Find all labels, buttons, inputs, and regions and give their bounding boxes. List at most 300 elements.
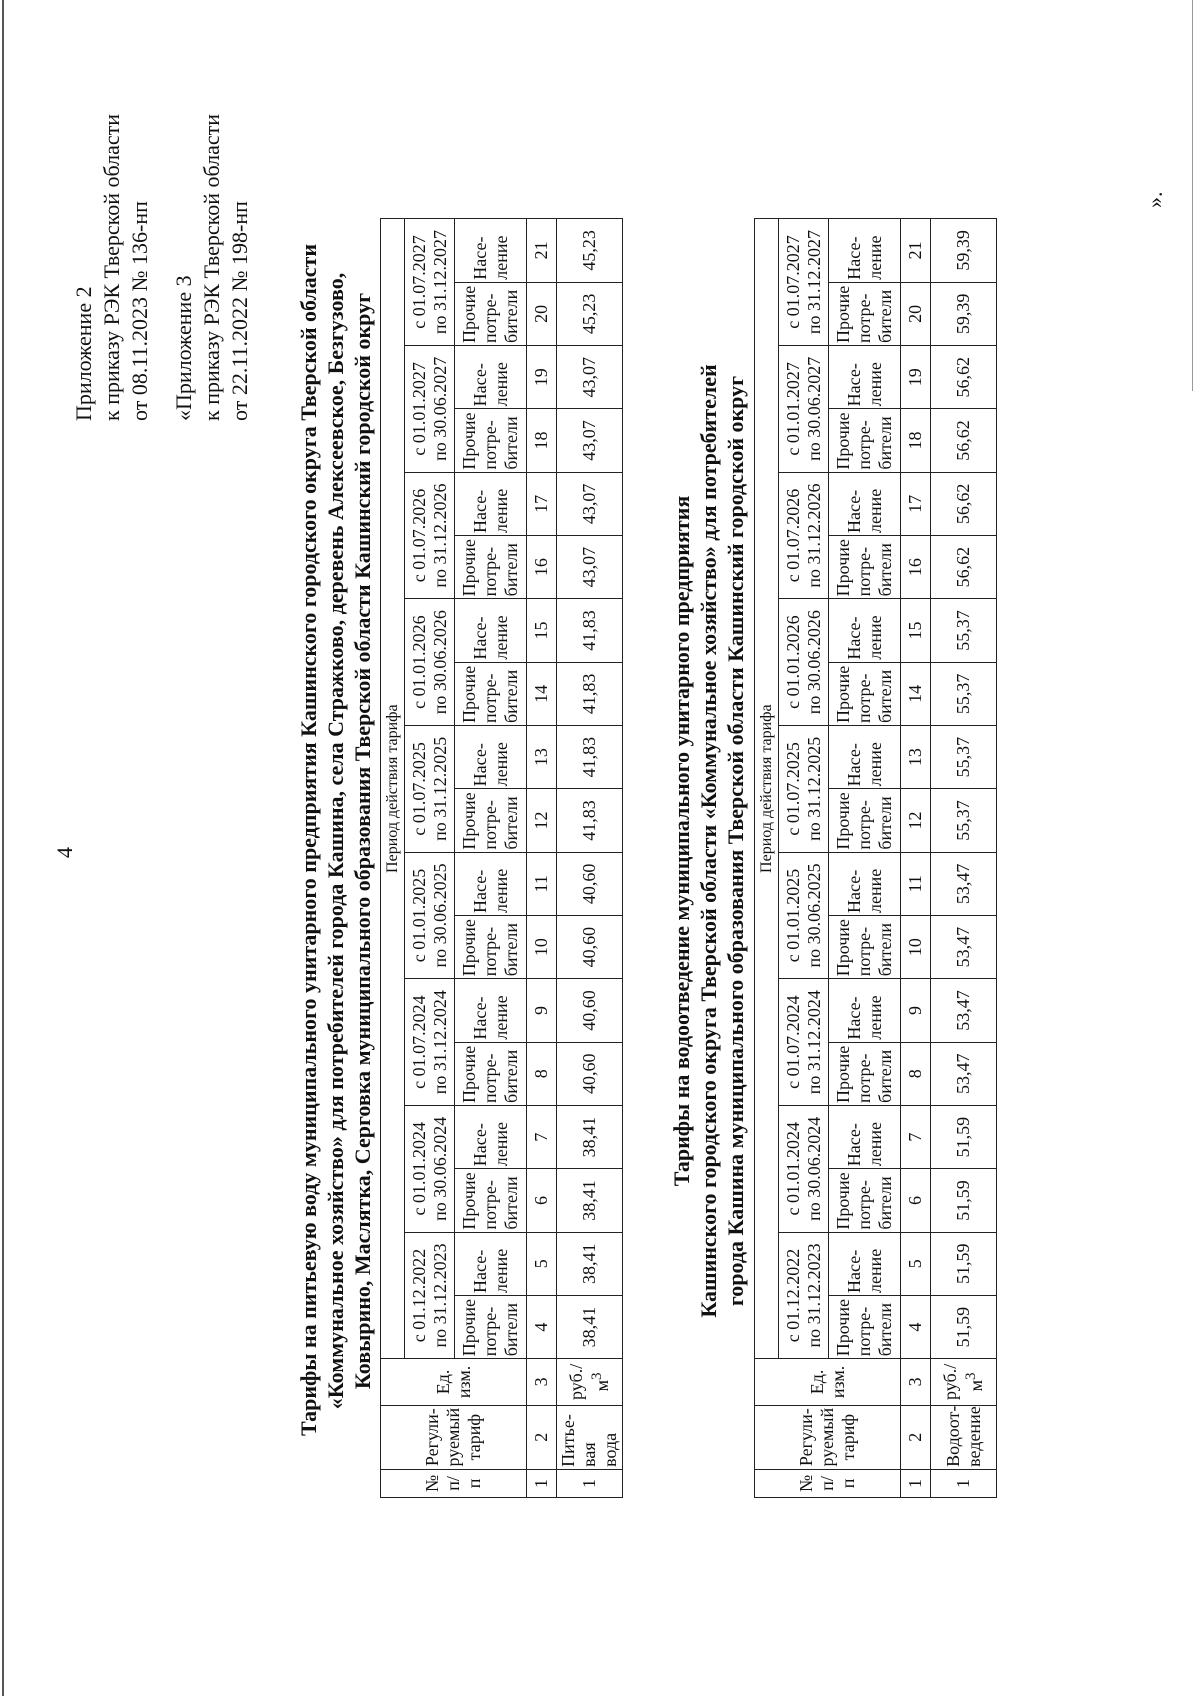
header-unit-line-1: Ед. (432, 1369, 453, 1395)
consumer-other-header (829, 662, 901, 725)
period-1-line-1: с 01.12.2022 (408, 1248, 429, 1343)
consumer-other-line-3: бители (875, 1049, 895, 1103)
consumer-other-header (455, 1295, 527, 1358)
header-num-line-2: п/ (443, 1476, 463, 1491)
consumer-other-header (829, 1042, 901, 1105)
water-tariff-value: 38,41 (557, 1295, 623, 1358)
consumer-population-line-2: ление (864, 362, 885, 407)
header-row-consumers (829, 219, 901, 1498)
consumer-population-line-1: Насе- (843, 869, 864, 913)
consumer-population-header (455, 599, 527, 662)
water-tariff-value: 41,83 (557, 662, 623, 725)
period-7 (405, 472, 455, 599)
consumer-population-header (829, 725, 901, 788)
consumer-population-header (455, 472, 527, 535)
consumer-other-line-2: потре- (480, 800, 500, 850)
period-1-line-1: с 01.12.2022 (782, 1248, 803, 1343)
period-7-line-2: по 31.12.2026 (803, 483, 824, 588)
consumer-other-line-3: бители (875, 796, 895, 850)
consumer-other-line-1: Прочие (833, 1299, 853, 1357)
header-period: Период действия тарифа (755, 219, 779, 1359)
consumer-other-line-3: бители (875, 1176, 895, 1230)
consumer-other-line-1: Прочие (459, 919, 479, 977)
header-tariff-line-1: Регули- (796, 1408, 816, 1467)
water-title-line2: «Коммунальное хозяйство» для потребителей города Кашина, села Стражково, деревень Алексеевское, Безгузово, (323, 272, 348, 1410)
consumer-population-line-2: ление (490, 615, 511, 660)
sewage-tariff-name-line-2: ведение (963, 1406, 984, 1467)
water-tariff-value: 43,07 (557, 346, 623, 409)
water-tariff-value: 45,23 (557, 219, 623, 283)
period-4-line-2: по 30.06.2025 (803, 863, 824, 968)
column-number: 9 (901, 979, 931, 1042)
consumer-population-line-1: Насе- (469, 869, 490, 913)
sewage-tariff-name-line-1: Водоот- (942, 1405, 963, 1467)
column-number: 14 (901, 662, 931, 725)
period-5-line-2: по 31.12.2025 (429, 736, 450, 841)
column-number: 19 (901, 346, 931, 409)
column-number: 20 (527, 282, 557, 345)
water-unit (557, 1359, 623, 1405)
column-number: 1 (527, 1469, 557, 1497)
consumer-population-line-2: ление (490, 362, 511, 407)
water-tariff-value: 40,60 (557, 979, 623, 1042)
header-tariff-line-3: тариф (464, 1414, 484, 1461)
consumer-population-line-2: ление (490, 742, 511, 787)
consumer-population-header (829, 599, 901, 662)
appendix-previous-line1: «Приложение 3 (171, 275, 196, 421)
consumer-population-header (455, 346, 527, 409)
consumer-other-line-2: потре- (854, 420, 874, 470)
consumer-population-line-1: Насе- (843, 743, 864, 787)
column-number: 2 (901, 1405, 931, 1469)
water-tariff-value: 40,60 (557, 852, 623, 915)
period-9 (405, 219, 455, 346)
header-tariff (381, 1405, 527, 1469)
consumer-other-line-2: потре- (480, 673, 500, 723)
water-tariff-value: 41,83 (557, 599, 623, 662)
consumer-other-line-1: Прочие (833, 1172, 853, 1230)
period-4-line-1: с 01.01.2025 (782, 868, 803, 963)
water-tariff-value: 38,41 (557, 1232, 623, 1295)
consumer-population-line-1: Насе- (469, 996, 490, 1040)
period-9 (779, 219, 829, 346)
consumer-population-line-1: Насе- (843, 363, 864, 407)
header-row-period (381, 219, 405, 1498)
column-number: 14 (527, 662, 557, 725)
water-tariff-value: 40,60 (557, 1042, 623, 1105)
consumer-other-line-1: Прочие (459, 792, 479, 850)
consumer-population-header (829, 852, 901, 915)
sewage-unit-superscript: 3 (963, 1372, 979, 1380)
sewage-data-row (931, 219, 997, 1498)
water-tariff-name-line-2: вая вода (579, 1432, 620, 1467)
period-8 (779, 346, 829, 473)
water-tariff-value: 38,41 (557, 1169, 623, 1232)
consumer-other-header (455, 1042, 527, 1105)
sewage-tariff-value: 51,59 (931, 1232, 997, 1295)
consumer-other-header (455, 1169, 527, 1232)
consumer-other-line-2: потре- (854, 546, 874, 597)
column-number: 17 (901, 472, 931, 535)
consumer-other-line-3: бители (501, 543, 521, 597)
period-9-line-1: с 01.07.2027 (408, 235, 429, 329)
period-3-line-1: с 01.07.2024 (408, 995, 429, 1089)
header-unit (381, 1359, 527, 1405)
period-6-line-2: по 30.06.2026 (429, 610, 450, 715)
consumer-other-line-1: Прочие (459, 1045, 479, 1103)
header-period: Период действия тарифа (381, 219, 405, 1359)
sewage-tariff-value: 53,47 (931, 852, 997, 915)
period-8-line-1: с 01.01.2027 (408, 362, 429, 456)
consumer-other-line-1: Прочие (459, 1172, 479, 1230)
period-5-line-1: с 01.07.2025 (408, 742, 429, 836)
period-4-line-2: по 30.06.2025 (429, 863, 450, 968)
column-number: 11 (901, 852, 931, 915)
header-tariff-line-3: тариф (838, 1414, 858, 1461)
consumer-other-header (829, 282, 901, 345)
consumer-other-line-2: потре- (480, 293, 500, 344)
sewage-tariff-value: 53,47 (931, 915, 997, 978)
scan-edge-line (2, 0, 4, 1696)
consumer-population-header (829, 1232, 901, 1295)
consumer-other-line-2: потре- (854, 1180, 874, 1230)
header-tariff-line-2: руемый (817, 1407, 837, 1467)
sewage-tariff-value: 56,62 (931, 536, 997, 599)
consumer-other-header (829, 915, 901, 978)
consumer-other-line-3: бители (501, 289, 521, 344)
consumer-other-line-3: бители (501, 416, 521, 470)
sewage-title-line1: Тарифы на водоотведение муниципального унитарного предприятия (669, 495, 694, 1187)
consumer-other-line-2: потре- (854, 1306, 874, 1357)
sewage-tariff-value: 55,37 (931, 599, 997, 662)
column-number: 10 (527, 915, 557, 978)
period-4 (779, 852, 829, 979)
header-num-line-3: п (838, 1478, 858, 1489)
column-number: 21 (527, 219, 557, 283)
consumer-population-line-2: ление (864, 615, 885, 660)
period-1 (405, 1232, 455, 1359)
sewage-tariff-value: 51,59 (931, 1105, 997, 1168)
period-3-line-1: с 01.07.2024 (782, 995, 803, 1089)
consumer-other-line-2: потре- (854, 1053, 874, 1103)
header-num (381, 1469, 527, 1497)
consumer-population-header (455, 852, 527, 915)
column-number: 6 (901, 1169, 931, 1232)
header-num-line-3: п (464, 1478, 484, 1489)
column-number: 16 (527, 536, 557, 599)
period-5 (405, 725, 455, 852)
consumer-other-line-3: бители (875, 289, 895, 344)
column-number: 7 (901, 1105, 931, 1168)
water-tariff-value: 38,41 (557, 1105, 623, 1168)
period-6-line-1: с 01.01.2026 (408, 615, 429, 709)
water-title-line3: Ковырино, Маслятка, Серговка муниципального образования Тверской области Кашинский городской округ (350, 292, 375, 1390)
consumer-population-line-1: Насе- (469, 1123, 490, 1167)
sewage-tariff-name (931, 1405, 997, 1469)
sewage-tariff-value: 53,47 (931, 1042, 997, 1105)
consumer-other-line-3: бители (875, 543, 895, 597)
sewage-tariff-value: 56,62 (931, 472, 997, 535)
consumer-other-line-1: Прочие (459, 412, 479, 470)
consumer-other-line-1: Прочие (459, 539, 479, 597)
period-8-line-2: по 30.06.2027 (429, 356, 450, 461)
page-number: 4 (52, 847, 77, 858)
header-unit-line-2: изм. (827, 1365, 848, 1399)
sewage-tariff-value: 55,37 (931, 725, 997, 788)
scan-artifact-line (1192, 0, 1193, 391)
consumer-other-header (455, 662, 527, 725)
consumer-other-header (829, 789, 901, 852)
consumer-other-line-1: Прочие (833, 1045, 853, 1103)
consumer-other-line-3: бители (501, 669, 521, 723)
sewage-unit (931, 1359, 997, 1405)
column-number: 18 (527, 409, 557, 472)
consumer-other-line-3: бители (501, 796, 521, 850)
period-4-line-1: с 01.01.2025 (408, 868, 429, 963)
sewage-tariff-value: 51,59 (931, 1169, 997, 1232)
water-unit-superscript: 3 (589, 1372, 605, 1380)
appendix-current (70, 114, 154, 421)
consumer-population-line-1: Насе- (843, 236, 864, 280)
column-number: 19 (527, 346, 557, 409)
header-unit-line-2: изм. (453, 1365, 474, 1399)
consumer-population-line-1: Насе- (843, 489, 864, 533)
consumer-other-line-3: бители (875, 1303, 895, 1357)
water-tariff-table (380, 218, 623, 1498)
column-number: 5 (527, 1232, 557, 1295)
column-number-row (527, 219, 557, 1498)
period-3 (405, 979, 455, 1106)
consumer-other-line-3: бители (501, 1303, 521, 1357)
water-unit-base: м (592, 1379, 612, 1392)
consumer-other-line-3: бители (501, 923, 521, 977)
column-number: 17 (527, 472, 557, 535)
header-row-dates (405, 219, 455, 1498)
consumer-other-header (455, 536, 527, 599)
header-tariff-line-1: Регули- (422, 1408, 442, 1467)
consumer-other-line-1: Прочие (459, 665, 479, 723)
header-unit-line-1: Ед. (806, 1369, 827, 1395)
header-num-line-1: № (422, 1474, 442, 1493)
column-number: 18 (901, 409, 931, 472)
consumer-population-line-2: ление (864, 235, 885, 280)
water-tariff-name (557, 1405, 623, 1469)
appendix-previous-line2: к приказу РЭК Тверской области (199, 113, 224, 421)
consumer-other-header (829, 536, 901, 599)
consumer-population-line-1: Насе- (843, 1249, 864, 1293)
consumer-other-line-2: потре- (480, 926, 500, 977)
consumer-population-header (829, 346, 901, 409)
period-5 (779, 725, 829, 852)
water-tariff-value: 40,60 (557, 915, 623, 978)
period-1-line-2: по 31.12.2023 (429, 1243, 450, 1348)
column-number-row (901, 219, 931, 1498)
consumer-other-header (455, 789, 527, 852)
consumer-population-line-2: ление (864, 868, 885, 913)
consumer-population-line-1: Насе- (469, 236, 490, 280)
period-4 (405, 852, 455, 979)
consumer-other-line-1: Прочие (833, 412, 853, 470)
water-tariff-value: 43,07 (557, 536, 623, 599)
period-2-line-1: с 01.01.2024 (782, 1122, 803, 1216)
column-number: 10 (901, 915, 931, 978)
column-number: 4 (901, 1295, 931, 1358)
water-tariff-value: 41,83 (557, 789, 623, 852)
water-unit-line-1: руб./ (566, 1363, 586, 1400)
consumer-other-line-1: Прочие (833, 665, 853, 723)
sewage-tariff-value: 53,47 (931, 979, 997, 1042)
sewage-row-number: 1 (931, 1469, 997, 1497)
consumer-other-header (455, 282, 527, 345)
header-row-period (755, 219, 779, 1498)
column-number: 9 (527, 979, 557, 1042)
consumer-other-line-3: бители (875, 669, 895, 723)
appendix-current-line2: к приказу РЭК Тверской области (99, 113, 124, 421)
column-number: 13 (527, 725, 557, 788)
column-number: 11 (527, 852, 557, 915)
consumer-other-line-2: потре- (480, 420, 500, 470)
consumer-population-header (829, 1105, 901, 1168)
sewage-tariff-value: 55,37 (931, 789, 997, 852)
water-row-number: 1 (557, 1469, 623, 1497)
column-number: 20 (901, 282, 931, 345)
consumer-other-line-1: Прочие (459, 1299, 479, 1357)
period-9-line-2: по 31.12.2027 (429, 229, 450, 335)
period-3-line-2: по 31.12.2024 (429, 990, 450, 1095)
consumer-population-header (829, 472, 901, 535)
period-9-line-2: по 31.12.2027 (803, 229, 824, 335)
sewage-tariff-value: 51,59 (931, 1295, 997, 1358)
consumer-other-line-2: потре- (480, 1306, 500, 1357)
appendix-current-line3: от 08.11.2023 № 136-нп (127, 201, 152, 421)
sewage-tariff-value: 55,37 (931, 662, 997, 725)
appendix-current-line1: Приложение 2 (71, 286, 96, 421)
water-unit-line-2 (587, 1361, 613, 1402)
period-2 (405, 1105, 455, 1232)
consumer-population-line-2: ление (864, 488, 885, 533)
consumer-population-header (829, 979, 901, 1042)
sewage-title-line2: Кашинского городского округа Тверской области «Коммунальное хозяйство» для потребителей (696, 364, 721, 1318)
consumer-other-line-1: Прочие (833, 792, 853, 850)
column-number: 2 (527, 1405, 557, 1469)
consumer-other-header (455, 409, 527, 472)
consumer-other-line-1: Прочие (833, 919, 853, 977)
period-3-line-2: по 31.12.2024 (803, 990, 824, 1095)
sewage-unit-line-1: руб./ (940, 1363, 960, 1400)
period-7-line-2: по 31.12.2026 (429, 483, 450, 588)
period-7 (779, 472, 829, 599)
water-tariff-value: 41,83 (557, 725, 623, 788)
column-number: 6 (527, 1169, 557, 1232)
period-6 (405, 599, 455, 726)
consumer-population-header (455, 1232, 527, 1295)
column-number: 4 (527, 1295, 557, 1358)
consumer-other-line-1: Прочие (833, 285, 853, 344)
consumer-other-line-3: бители (875, 923, 895, 977)
water-tariff-name-line-1: Питье- (558, 1414, 578, 1467)
consumer-population-line-2: ление (490, 868, 511, 913)
consumer-population-line-2: ление (864, 1248, 885, 1293)
appendix-previous-line3: от 22.11.2022 № 198-нп (227, 201, 252, 421)
header-tariff-line-2: руемый (443, 1407, 463, 1467)
header-num (755, 1469, 901, 1497)
consumer-population-line-1: Насе- (843, 1123, 864, 1167)
sewage-tariff-value: 56,62 (931, 346, 997, 409)
column-number: 8 (901, 1042, 931, 1105)
water-title-line1: Тарифы на питьевую воду муниципального унитарного предприятия Кашинского городского округа Тверской области (296, 243, 321, 1436)
header-row-dates (779, 219, 829, 1498)
column-number: 3 (901, 1359, 931, 1405)
header-num-line-1: № (796, 1474, 816, 1493)
consumer-population-line-2: ление (864, 742, 885, 787)
sewage-title (668, 246, 749, 1436)
period-8-line-2: по 30.06.2027 (803, 356, 824, 461)
column-number: 13 (901, 725, 931, 788)
period-5-line-1: с 01.07.2025 (782, 742, 803, 836)
water-data-row (557, 219, 623, 1498)
period-2-line-1: с 01.01.2024 (408, 1122, 429, 1216)
sewage-title-line3: города Кашина муниципального образования Тверской области Кашинский городской округ (723, 375, 748, 1307)
period-7-line-1: с 01.07.2026 (782, 488, 803, 583)
consumer-population-header (455, 1105, 527, 1168)
consumer-population-line-1: Насе- (843, 996, 864, 1040)
period-8 (405, 346, 455, 473)
header-row-consumers (455, 219, 527, 1498)
water-tariff-value: 43,07 (557, 472, 623, 535)
sewage-tariff-value: 56,62 (931, 409, 997, 472)
consumer-other-line-2: потре- (854, 673, 874, 723)
consumer-other-header (455, 915, 527, 978)
consumer-population-line-2: ление (490, 488, 511, 533)
consumer-other-line-1: Прочие (459, 285, 479, 344)
consumer-other-header (829, 1295, 901, 1358)
water-tariff-value: 43,07 (557, 409, 623, 472)
sewage-unit-base: м (966, 1379, 986, 1392)
consumer-population-line-1: Насе- (843, 616, 864, 660)
header-tariff (755, 1405, 901, 1469)
column-number: 12 (901, 789, 931, 852)
period-2-line-2: по 30.06.2024 (429, 1116, 450, 1221)
column-number: 21 (901, 219, 931, 283)
column-number: 15 (527, 599, 557, 662)
period-6-line-2: по 30.06.2026 (803, 610, 824, 715)
column-number: 16 (901, 536, 931, 599)
consumer-population-line-2: ление (490, 1248, 511, 1293)
consumer-other-line-3: бители (501, 1049, 521, 1103)
consumer-other-line-2: потре- (480, 1053, 500, 1103)
period-7-line-1: с 01.07.2026 (408, 488, 429, 583)
consumer-other-line-1: Прочие (833, 539, 853, 597)
period-2 (779, 1105, 829, 1232)
consumer-population-line-1: Насе- (469, 363, 490, 407)
period-3 (779, 979, 829, 1106)
consumer-population-line-2: ление (490, 1122, 511, 1167)
consumer-other-header (829, 409, 901, 472)
column-number: 15 (901, 599, 931, 662)
column-number: 12 (527, 789, 557, 852)
consumer-population-header (829, 219, 901, 283)
consumer-other-line-2: потре- (480, 1180, 500, 1230)
consumer-other-line-2: потре- (480, 546, 500, 597)
consumer-population-line-2: ление (864, 1122, 885, 1167)
consumer-population-line-2: ление (864, 995, 885, 1040)
period-6 (779, 599, 829, 726)
period-9-line-1: с 01.07.2027 (782, 235, 803, 329)
consumer-population-line-1: Насе- (469, 1249, 490, 1293)
consumer-population-header (455, 219, 527, 283)
column-number: 1 (901, 1469, 931, 1497)
consumer-population-line-1: Насе- (469, 489, 490, 533)
